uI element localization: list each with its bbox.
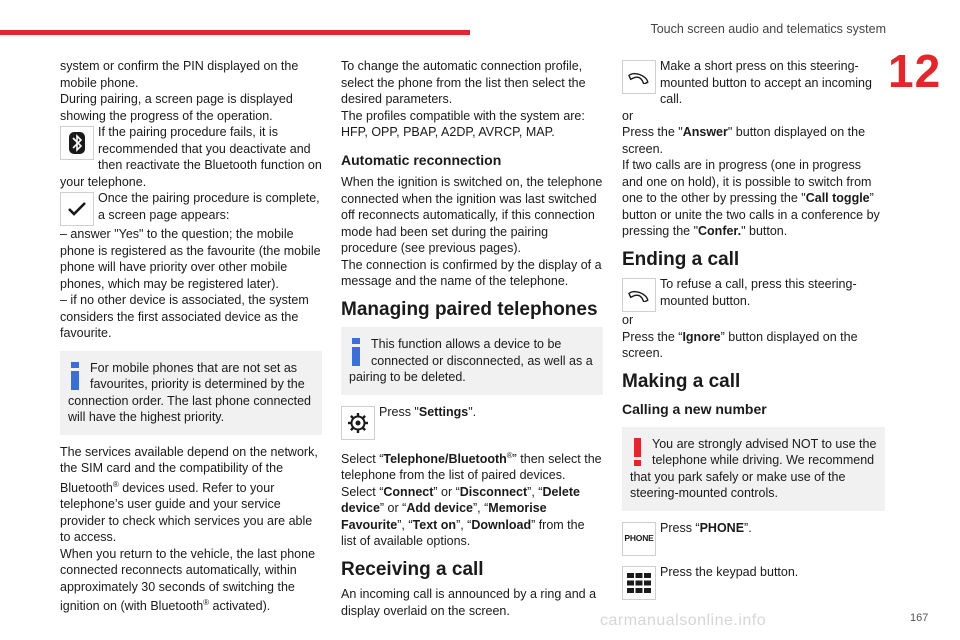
phone-label-icon: PHONE (622, 522, 656, 556)
settings-gear-icon (341, 406, 375, 440)
bluetooth-text: If the pairing procedure fails, it is recommended that you deactivate and then reactivate the Bluetooth function on your telephone. (60, 125, 322, 189)
paragraph: The services available depend on the network, the SIM card and the compatibility of the Bluetooth® devices used. Refer to your telephone’s user guide and your service provider to check which services you are able to access. (60, 444, 318, 545)
heading-calling-a-new-number: Calling a new number (622, 401, 767, 417)
note-text: This function allows a device to be connected or disconnected, as well as a pairing to be deleted. (349, 337, 593, 384)
paragraph: During pairing, a screen page is displayed showing the progress of the operation. (60, 92, 293, 123)
paragraph: To change the automatic connection profile, select the phone from the list then select the desired parameters. (341, 59, 586, 106)
phone-instruction (622, 520, 885, 556)
paragraph: When you return to the vehicle, the last phone connected reconnects automatically, within approximately 30 seconds of switching the ignition on (with Bluetooth® activated). (60, 546, 316, 614)
heading-ending-a-call: Ending a call (622, 248, 740, 270)
heading-receiving-a-call: Receiving a call (341, 558, 484, 580)
dash-item: – if no other device is associated, the system considers the first associated device as the favourite. (60, 293, 309, 340)
settings-instruction (341, 404, 603, 440)
bluetooth-icon (60, 126, 94, 160)
column-2 (341, 58, 603, 619)
accept-call-text: Make a short press on this steering-mounted button to accept an incoming call. (660, 59, 872, 106)
column-1 (60, 58, 322, 615)
accept-call-instruction (622, 58, 885, 108)
info-note (341, 327, 603, 395)
settings-text: Press "Settings". (379, 404, 477, 419)
info-icon (68, 362, 82, 390)
bluetooth-instruction (60, 124, 322, 190)
keypad-icon (622, 566, 656, 600)
paragraph: The profiles compatible with the system are: HFP, OPP, PBAP, A2DP, AVRCP, MAP. (341, 108, 585, 139)
dash-item: – answer "Yes" to the question; the mobile phone is registered as the favourite (the mobile phone will have priority over other mobile phones, which may be registered later). (60, 227, 321, 291)
paragraph: system or confirm the PIN displayed on the mobile phone. (60, 59, 299, 90)
refuse-call-text: To refuse a call, press this steering-mounted button. (660, 277, 857, 308)
header-red-bar (0, 30, 470, 35)
warning-note (622, 427, 885, 511)
heading-making-a-call: Making a call (622, 370, 741, 392)
keypad-text: Press the keypad button. (660, 564, 799, 579)
checkmark-icon (60, 192, 94, 226)
refuse-call-instruction (622, 276, 885, 312)
phone-handset-icon (622, 60, 656, 94)
heading-managing-paired-telephones: Managing paired telephones (341, 298, 598, 320)
paragraph: Press the "Answer" button displayed on the screen. (622, 125, 866, 156)
warning-text: You are strongly advised NOT to use the telephone while driving. We recommend that you park safely or make use of the steering-mounted controls. (630, 436, 877, 500)
page-header-title: Touch screen audio and telematics system (650, 22, 886, 36)
paragraph: Press the “Ignore” button displayed on the screen. (622, 329, 858, 360)
phone-handset-icon (622, 278, 656, 312)
warning-icon (630, 438, 644, 466)
note-text: For mobile phones that are not set as favourites, priority is determined by the connection order. The last phone connected will have the highest priority. (68, 360, 311, 424)
paragraph: An incoming call is announced by a ring and a display overlaid on the screen. (341, 587, 597, 618)
keypad-instruction (622, 564, 885, 600)
watermark: carmanualsonline.info (600, 612, 767, 629)
or-text: or (622, 108, 634, 123)
check-instruction (60, 190, 322, 226)
info-icon (349, 338, 363, 366)
phone-text: Press “PHONE”. (660, 520, 752, 535)
or-text: or (622, 313, 634, 327)
info-note (60, 351, 322, 435)
paragraph: Select “Connect” or “Disconnect”, “Delete device” or “Add device”, “Memorise Favourite”, “Text on”, “Download” from the list of available options. (341, 484, 585, 549)
paragraph: When the ignition is switched on, the telephone connected when the ignition was last switched off reconnects automatically, if this connection mode had been set during the pairing procedure (see previous pages). (341, 175, 603, 255)
paragraph: If two calls are in progress (one in progress and one on hold), it is possible to switch from one to the other by pressing the "Call toggle” button or unite the two calls in a conference by pressing the "Confer." button. (622, 158, 880, 238)
column-3 (622, 58, 885, 600)
check-text: Once the pairing procedure is complete, a screen page appears: (98, 191, 320, 222)
paragraph: Select “Telephone/Bluetooth®” then select the telephone from the list of paired devices. (341, 450, 602, 483)
heading-automatic-reconnection: Automatic reconnection (341, 151, 502, 168)
paragraph: The connection is confirmed by the display of a message and the name of the telephone. (341, 257, 602, 288)
page-number: 167 (910, 612, 929, 624)
chapter-number: 12 (888, 45, 942, 97)
